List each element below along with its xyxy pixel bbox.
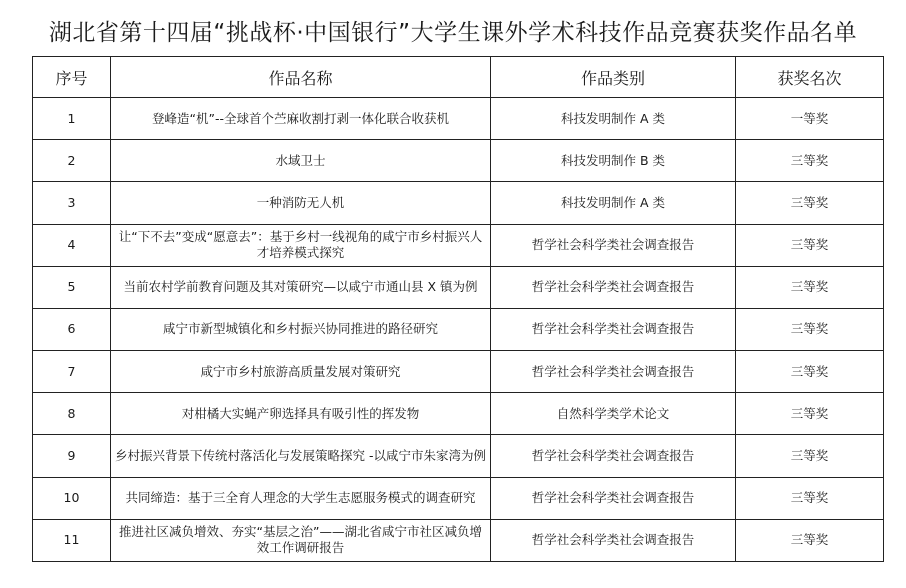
table-row — [33, 140, 884, 182]
cell-award: 三等奖 — [736, 308, 884, 350]
cell-category: 哲学社会科学类社会调查报告 — [491, 351, 736, 393]
cell-award: 三等奖 — [736, 477, 884, 519]
page-title: 湖北省第十四届“挑战杯·中国银行”大学生课外学术科技作品竞赛获奖作品名单 — [48, 20, 858, 46]
cell-award: 三等奖 — [736, 266, 884, 308]
table-row — [33, 519, 884, 561]
cell-name: 让“下不去”变成“愿意去”：基于乡村一线视角的咸宁市乡村振兴人才培养模式探究 — [111, 224, 491, 266]
cell-award: 三等奖 — [736, 140, 884, 182]
cell-category: 哲学社会科学类社会调查报告 — [491, 435, 736, 477]
cell-no: 10 — [33, 477, 111, 519]
table-row — [33, 308, 884, 350]
cell-category: 科技发明制作 B 类 — [491, 140, 736, 182]
cell-name: 咸宁市新型城镇化和乡村振兴协同推进的路径研究 — [111, 308, 491, 350]
cell-category: 哲学社会科学类社会调查报告 — [491, 477, 736, 519]
cell-no: 3 — [33, 182, 111, 224]
cell-award: 三等奖 — [736, 393, 884, 435]
header-name: 作品名称 — [111, 57, 491, 98]
header-category: 作品类别 — [491, 57, 736, 98]
cell-no: 4 — [33, 224, 111, 266]
cell-no: 9 — [33, 435, 111, 477]
table-header-row — [33, 57, 884, 98]
cell-name: 共同缔造：基于三全育人理念的大学生志愿服务模式的调查研究 — [111, 477, 491, 519]
table-row — [33, 182, 884, 224]
cell-name: 当前农村学前教育问题及其对策研究—以咸宁市通山县 X 镇为例 — [111, 266, 491, 308]
header-award: 获奖名次 — [736, 57, 884, 98]
cell-name: 推进社区减负增效、夯实“基层之治”——湖北省咸宁市社区减负增效工作调研报告 — [111, 519, 491, 561]
cell-category: 科技发明制作 A 类 — [491, 182, 736, 224]
cell-name: 乡村振兴背景下传统村落活化与发展策略探究 -以咸宁市朱家湾为例 — [111, 435, 491, 477]
cell-no: 11 — [33, 519, 111, 561]
cell-name: 一种消防无人机 — [111, 182, 491, 224]
cell-category: 科技发明制作 A 类 — [491, 98, 736, 140]
cell-no: 7 — [33, 351, 111, 393]
cell-name: 登峰造“机”--全球首个苎麻收割打剥一体化联合收获机 — [111, 98, 491, 140]
cell-award: 三等奖 — [736, 351, 884, 393]
cell-no: 1 — [33, 98, 111, 140]
cell-award: 三等奖 — [736, 224, 884, 266]
cell-name: 咸宁市乡村旅游高质量发展对策研究 — [111, 351, 491, 393]
cell-award: 三等奖 — [736, 519, 884, 561]
cell-name: 对柑橘大实蝇产卵选择具有吸引性的挥发物 — [111, 393, 491, 435]
cell-no: 5 — [33, 266, 111, 308]
cell-category: 哲学社会科学类社会调查报告 — [491, 266, 736, 308]
cell-no: 6 — [33, 308, 111, 350]
cell-category: 哲学社会科学类社会调查报告 — [491, 224, 736, 266]
cell-category: 哲学社会科学类社会调查报告 — [491, 519, 736, 561]
table-row — [33, 224, 884, 266]
cell-no: 8 — [33, 393, 111, 435]
cell-category: 自然科学类学术论文 — [491, 393, 736, 435]
table-row — [33, 477, 884, 519]
cell-name: 水域卫士 — [111, 140, 491, 182]
table-row — [33, 351, 884, 393]
table-row — [33, 393, 884, 435]
award-table — [32, 56, 884, 562]
cell-category: 哲学社会科学类社会调查报告 — [491, 308, 736, 350]
cell-award: 一等奖 — [736, 98, 884, 140]
header-no: 序号 — [33, 57, 111, 98]
cell-award: 三等奖 — [736, 182, 884, 224]
table-row — [33, 98, 884, 140]
table-row — [33, 266, 884, 308]
cell-award: 三等奖 — [736, 435, 884, 477]
table-row — [33, 435, 884, 477]
cell-no: 2 — [33, 140, 111, 182]
